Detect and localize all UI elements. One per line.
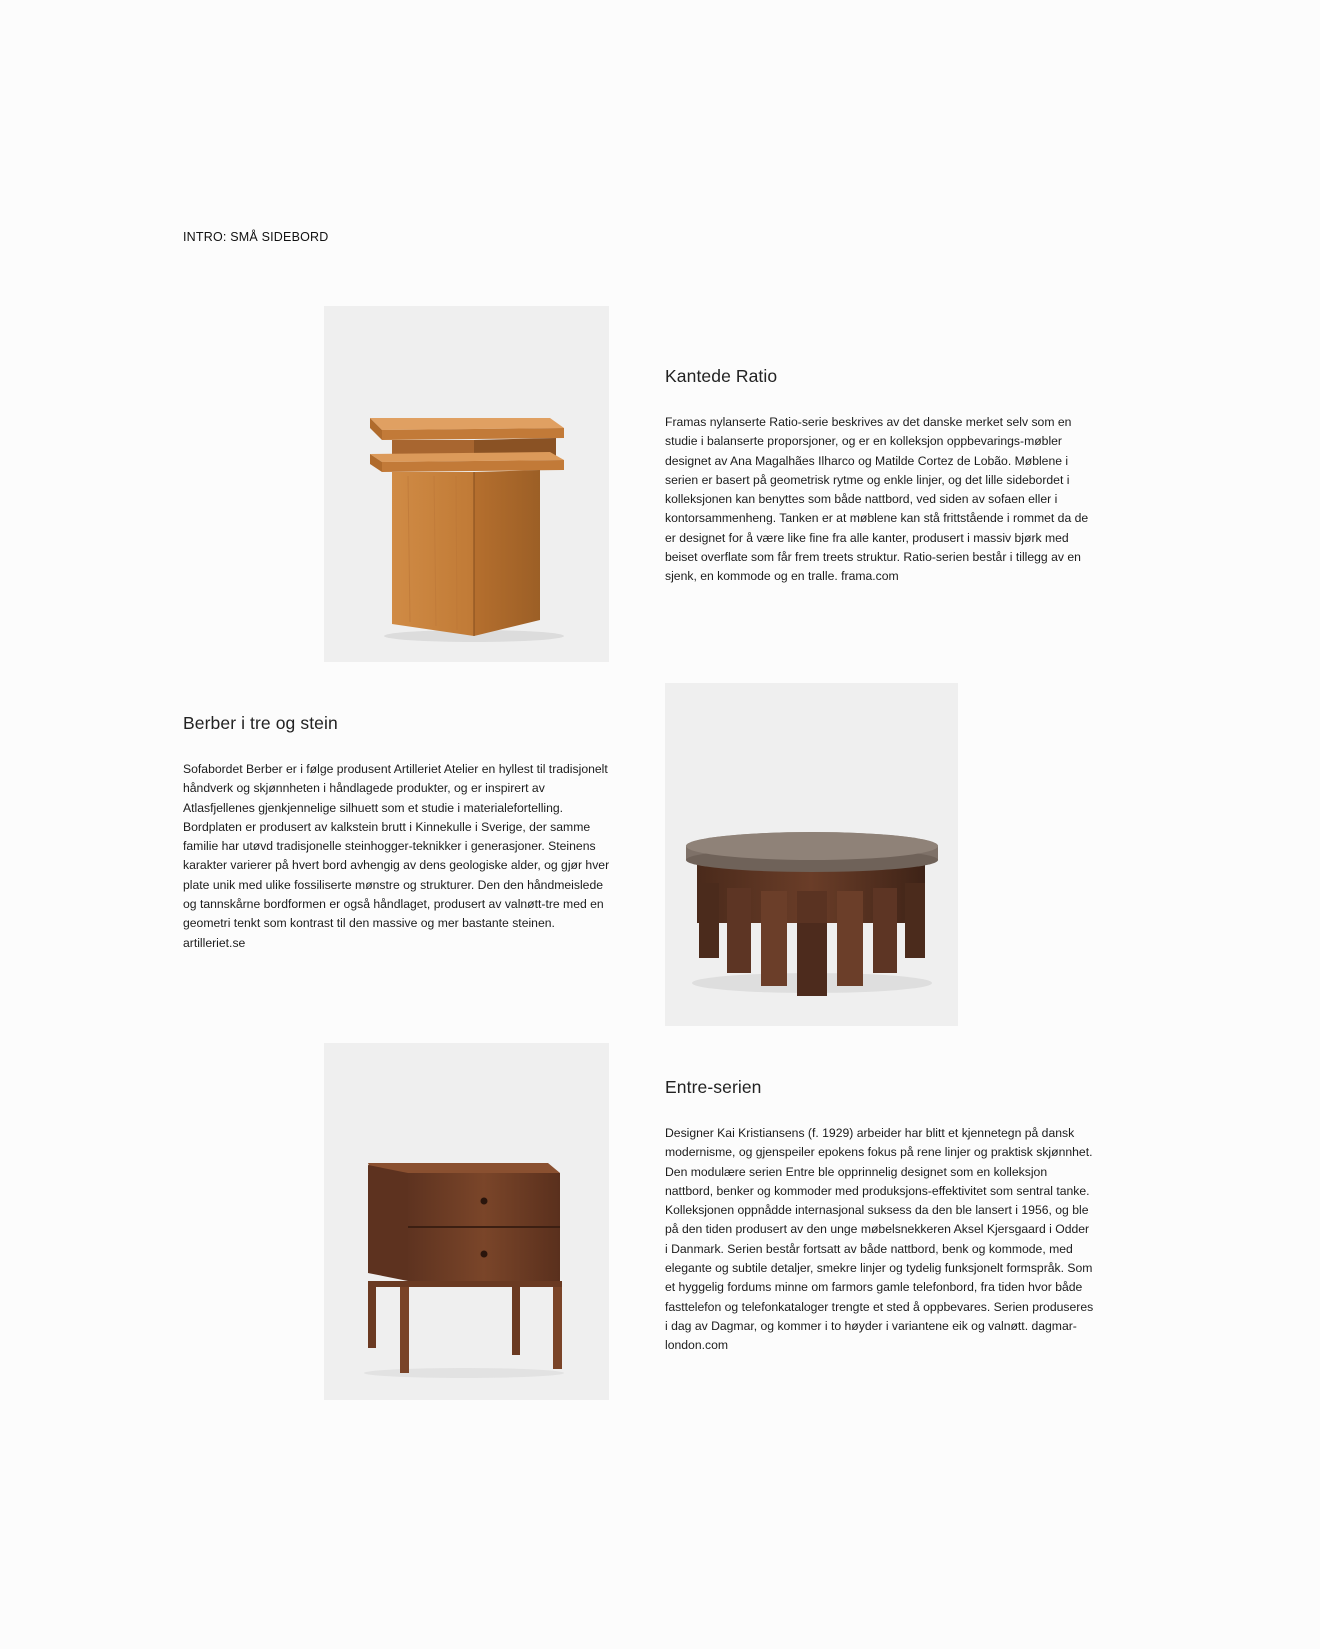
entre-product-photo [324,1043,609,1400]
article-body: Framas nylanserte Ratio-serie beskrives av det danske merket selv som en studie i balanserte proporsjoner, og er en kolleksjon oppbevarings-møbler designet av Ana Magalhães Ilharco og Matilde Cortez de Lobão. Møblene i serien er basert på geometrisk rytme og enkle linjer, og det lille sidebordet i kolleksjonen kan benyttes som både nattbord, ved siden av sofaen eller i kontorsammenheng. Tanken er at møblene kan stå frittstående i rommet da de er designet for å være like fine fra alle kanter, produsert i massiv bjørk med beiset overflate som får frem treets struktur. Ratio-serien består i tillegg av en sjenk, en kommode og en tralle. frama.com [665,415,1089,584]
article-title: Entre-serien [665,1077,762,1097]
article-title: Kantede Ratio [665,366,778,386]
article-title: Berber i tre og stein [183,713,338,733]
berber-coffee-table-icon [665,683,958,1026]
article-berber [183,713,613,953]
article-ratio [665,366,1095,587]
ratio-side-table-icon [324,306,609,662]
section-label: INTRO: SMÅ SIDEBORD [183,230,329,244]
ratio-product-photo [324,306,609,662]
article-body: Designer Kai Kristiansens (f. 1929) arbeider har blitt et kjennetegn på dansk modernisme, og gjenspeiler epokens fokus på rene linjer og praktisk skjønnhet. Den modulære serien Entre ble opprinnelig designet som en kolleksjon nattbord, benker og kommoder med produksjons-effektivitet som sentral tanke. Kolleksjonen oppnådde internasjonal suksess da den ble lansert i 1956, og ble på den tiden produsert av den unge møbelsnekkeren Aksel Kjersgaard i Odder i Danmark. Serien består fortsatt av både nattbord, benk og kommode, med elegante og subtile detaljer, smekre linjer og tydelig funksjonelt formspråk. Som et hyggelig fordums minne om farmors gamle telefonbord, fra tiden hvor både fasttelefon og telefonkataloger trengte et sted å oppbevares. Serien produseres i dag av Dagmar, og kommer i to høyder i variantene eik og valnøtt. dagmar-london.com [665,1126,1094,1353]
article-entre [665,1077,1095,1356]
entre-nightstand-icon [324,1043,609,1400]
berber-product-photo [665,683,958,1026]
article-body: Sofabordet Berber er i følge produsent Artilleriet Atelier en hyllest til tradisjonelt håndverk og skjønnheten i håndlagede produkter, og er inspirert av Atlasfjellenes gjenkjennelige silhuett som et studie i materialefortelling. Bordplaten er produsert av kalkstein brutt i Kinnekulle i Sverige, der samme familie har utøvd tradisjonelle steinhogger-teknikker i generasjoner. Steinens karakter varierer på hvert bord avhengig av dens geologiske alder, og gjør hver plate unik med ulike fossiliserte mønstre og strukturer. Den den håndmeislede og tannskårne bordformen er også håndlaget, produsert av valnøtt-tre med en geometri tenkt som kontrast til den massive og mer bastante steinen. artilleriet.se [183,762,610,950]
